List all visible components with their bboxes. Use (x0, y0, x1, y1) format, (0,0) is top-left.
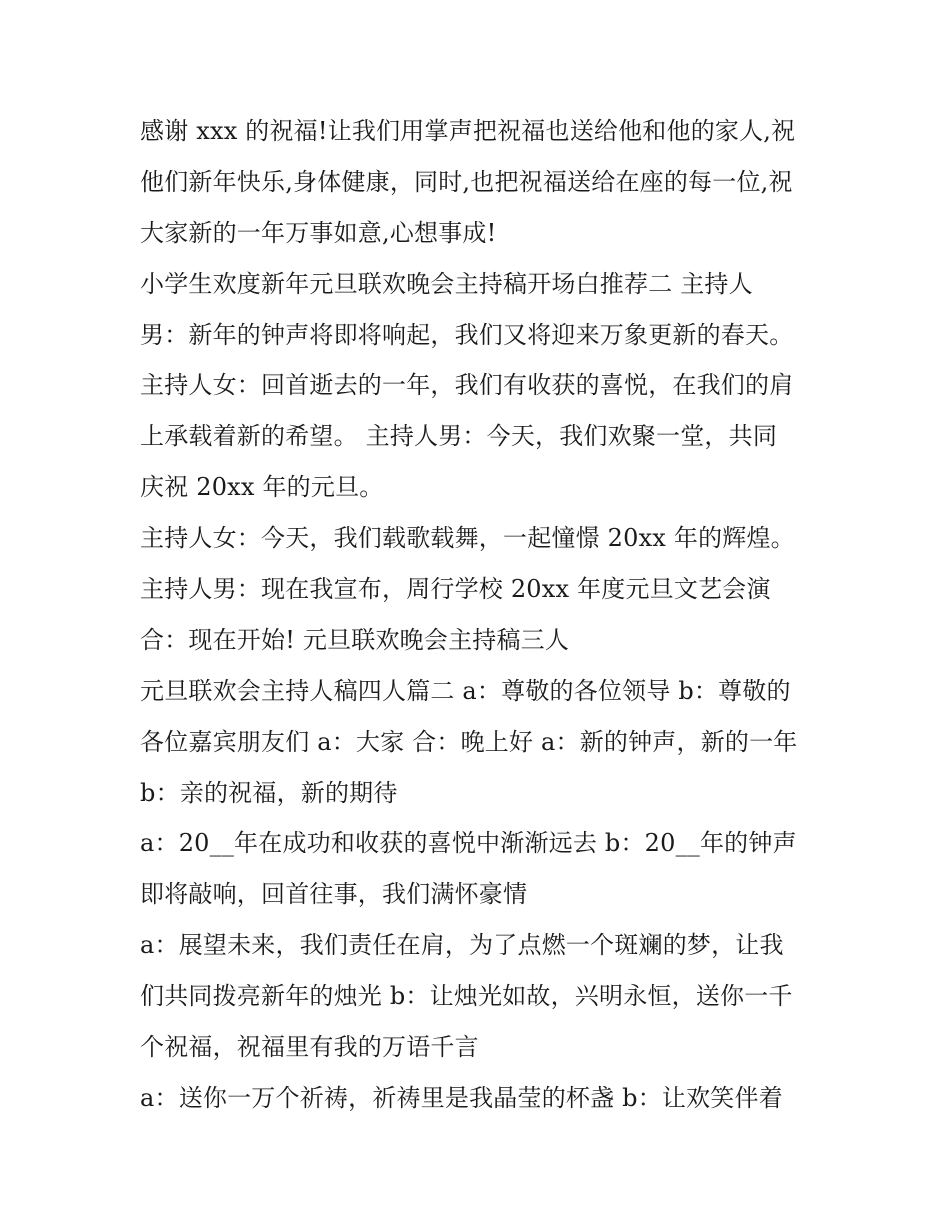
text-line: 元旦联欢会主持人稿四人篇二 a：尊敬的各位领导 b：尊敬的 (140, 676, 791, 705)
text-line: 男：新年的钟声将即将响起，我们又将迎来万象更新的春天。 (140, 320, 794, 349)
text-line: a：20__年在成功和收获的喜悦中渐渐远去 b：20__年的钟声 (140, 829, 797, 858)
text-line: 主持人女：今天，我们载歌载舞，一起憧憬 20xx 年的辉煌。 (140, 524, 795, 553)
text-line: 合：现在开始! 元旦联欢晚会主持稿三人 (140, 625, 570, 654)
text-line: 大家新的一年万事如意,心想事成! (140, 218, 497, 247)
text-line: 主持人男：现在我宣布，周行学校 20xx 年度元旦文艺会演 (140, 575, 771, 604)
text-line: 感谢 xxx 的祝福!让我们用掌声把祝福也送给他和他的家人,祝 (140, 117, 796, 145)
text-line: 们共同拨亮新年的烛光 b：让烛光如故，兴明永恒，送你一千 (140, 982, 793, 1011)
text-line: 主持人女：回首逝去的一年，我们有收获的喜悦，在我们的肩 (140, 371, 794, 400)
text-line: a：送你一万个祈祷，祈祷里是我晶莹的杯盏 b：让欢笑伴着 (140, 1083, 783, 1112)
text-line: 即将敲响，回首往事，我们满怀豪情 (140, 880, 528, 909)
text-line: 庆祝 20xx 年的元旦。 (140, 473, 384, 502)
text-line: a：展望未来，我们责任在肩，为了点燃一个斑斓的梦，让我 (140, 931, 784, 960)
document-body (140, 106, 820, 1124)
text-line: 小学生欢度新年元旦联欢晚会主持稿开场白推荐二 主持人 (140, 269, 753, 298)
text-line: 他们新年快乐,身体健康，同时,也把祝福送给在座的每一位,祝 (140, 167, 793, 196)
text-line: 个祝福，祝福里有我的万语千言 (140, 1033, 479, 1062)
text-line: b：亲的祝福，新的期待 (140, 778, 398, 807)
text-line: 各位嘉宾朋友们 a：大家 合：晚上好 a：新的钟声，新的一年 (140, 727, 798, 756)
text-line: 上承载着新的希望。 主持人男：今天，我们欢聚一堂，共同 (140, 422, 778, 451)
